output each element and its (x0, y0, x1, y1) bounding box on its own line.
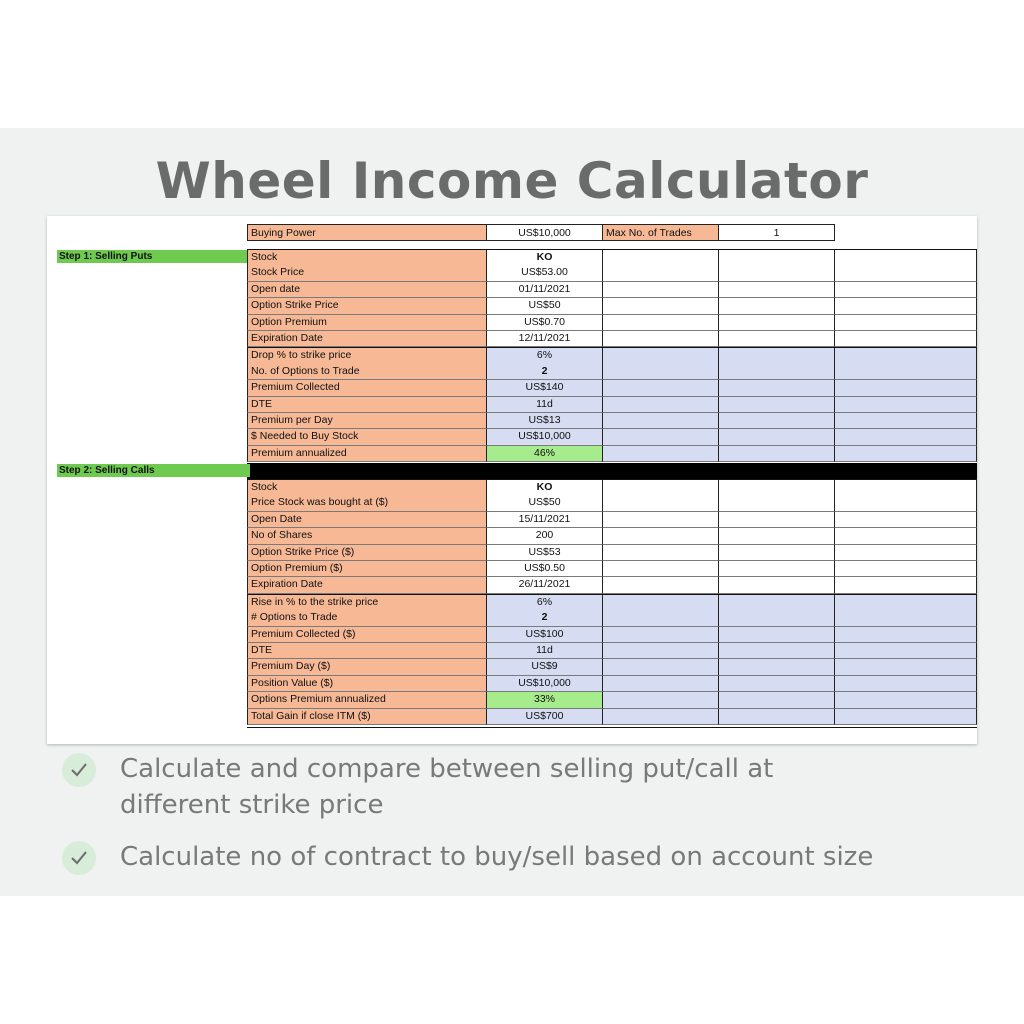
max-trades-label: Max No. of Trades (603, 224, 719, 241)
row-value[interactable]: US$53 (487, 545, 603, 561)
empty-cell[interactable] (719, 709, 835, 725)
empty-cell[interactable] (835, 265, 977, 281)
row-label: Expiration Date (247, 577, 487, 593)
empty-cell[interactable] (835, 429, 977, 445)
feature-1 (120, 751, 773, 823)
row-label: Option Premium ($) (247, 561, 487, 577)
table-row (247, 495, 977, 511)
empty-cell[interactable] (603, 397, 719, 413)
row-label: Drop % to strike price (247, 348, 487, 364)
empty-cell[interactable] (835, 627, 977, 643)
empty-cell[interactable] (835, 577, 977, 593)
table-row (247, 692, 977, 708)
table-row (247, 577, 977, 593)
row-value[interactable]: 2 (487, 364, 603, 380)
empty-cell[interactable] (603, 298, 719, 314)
empty-cell[interactable] (835, 659, 977, 675)
empty-cell[interactable] (835, 610, 977, 626)
table-row (247, 282, 977, 298)
empty-cell[interactable] (603, 561, 719, 577)
row-value[interactable]: 11d (487, 397, 603, 413)
empty-cell[interactable] (719, 610, 835, 626)
empty-cell[interactable] (835, 250, 977, 266)
empty-cell[interactable] (719, 348, 835, 364)
empty-cell[interactable] (835, 528, 977, 544)
empty-cell[interactable] (719, 315, 835, 331)
section-divider-bar (247, 463, 977, 479)
empty-cell[interactable] (719, 250, 835, 266)
row-value[interactable]: 33% (487, 692, 603, 708)
empty-cell[interactable] (603, 250, 719, 266)
empty-cell[interactable] (719, 380, 835, 396)
empty-cell[interactable] (603, 643, 719, 659)
empty-cell[interactable] (835, 480, 977, 496)
row-label: Premium Day ($) (247, 659, 487, 675)
empty-cell[interactable] (603, 676, 719, 692)
step2-label: Step 2: Selling Calls (57, 464, 250, 477)
empty-cell[interactable] (719, 480, 835, 496)
row-value[interactable]: 15/11/2021 (487, 512, 603, 528)
row-value[interactable]: US$10,000 (487, 429, 603, 445)
empty-cell[interactable] (719, 627, 835, 643)
empty-cell[interactable] (835, 495, 977, 511)
table-row (247, 446, 977, 462)
empty-cell[interactable] (835, 364, 977, 380)
table-row (247, 265, 977, 281)
table-row (247, 610, 977, 626)
row-value[interactable]: US$13 (487, 413, 603, 429)
table-row (247, 347, 977, 364)
row-label: Stock Price (247, 265, 487, 281)
empty-cell[interactable] (719, 265, 835, 281)
empty-cell[interactable] (719, 692, 835, 708)
empty-cell[interactable] (603, 692, 719, 708)
row-label: Stock (247, 480, 487, 496)
row-value[interactable]: US$53.00 (487, 265, 603, 281)
empty-cell[interactable] (835, 397, 977, 413)
check-icon (62, 841, 96, 875)
empty-cell[interactable] (719, 397, 835, 413)
row-value[interactable]: 01/11/2021 (487, 282, 603, 298)
row-label: Option Strike Price ($) (247, 545, 487, 561)
table-row (247, 676, 977, 692)
step1-label: Step 1: Selling Puts (57, 250, 250, 263)
row-label: Rise in % to the strike price (247, 595, 487, 611)
row-value[interactable]: 12/11/2021 (487, 331, 603, 347)
table-row (247, 709, 977, 725)
empty-cell[interactable] (835, 709, 977, 725)
empty-cell[interactable] (835, 676, 977, 692)
feature-1-line1: Calculate and compare between selling put/call at (120, 754, 774, 784)
empty-cell[interactable] (719, 659, 835, 675)
empty-cell[interactable] (719, 495, 835, 511)
empty-cell[interactable] (603, 315, 719, 331)
row-label: Open Date (247, 512, 487, 528)
table-row (247, 659, 977, 675)
row-label: Position Value ($) (247, 676, 487, 692)
empty-cell[interactable] (603, 413, 719, 429)
empty-cell[interactable] (603, 282, 719, 298)
row-label: Premium annualized (247, 446, 487, 462)
row-label: Premium Collected ($) (247, 627, 487, 643)
empty-cell[interactable] (719, 528, 835, 544)
header-row (247, 224, 835, 241)
empty-cell[interactable] (719, 446, 835, 462)
row-value[interactable]: 26/11/2021 (487, 577, 603, 593)
row-label: Open date (247, 282, 487, 298)
table-row (247, 479, 977, 496)
row-label: DTE (247, 397, 487, 413)
empty-cell[interactable] (835, 446, 977, 462)
empty-cell[interactable] (719, 331, 835, 347)
empty-cell[interactable] (603, 495, 719, 511)
table-row (247, 594, 977, 611)
table-row (247, 331, 977, 347)
row-value[interactable]: KO (487, 480, 603, 496)
empty-cell[interactable] (603, 446, 719, 462)
table-row (247, 364, 977, 380)
row-label: No of Shares (247, 528, 487, 544)
empty-cell[interactable] (603, 348, 719, 364)
row-value[interactable]: US$10,000 (487, 676, 603, 692)
table-row (247, 249, 977, 266)
empty-cell[interactable] (719, 643, 835, 659)
row-value[interactable]: 6% (487, 595, 603, 611)
empty-cell[interactable] (835, 561, 977, 577)
empty-cell[interactable] (835, 315, 977, 331)
empty-cell[interactable] (603, 265, 719, 281)
feature-1-line2: different strike price (120, 790, 384, 820)
page-title: Wheel Income Calculator (155, 152, 869, 210)
empty-cell[interactable] (603, 610, 719, 626)
row-value[interactable]: US$0.50 (487, 561, 603, 577)
row-label: Option Premium (247, 315, 487, 331)
table-row (247, 380, 977, 396)
row-value[interactable]: 46% (487, 446, 603, 462)
empty-cell[interactable] (835, 380, 977, 396)
empty-cell[interactable] (719, 545, 835, 561)
empty-cell[interactable] (835, 545, 977, 561)
empty-cell[interactable] (719, 413, 835, 429)
table-row (247, 298, 977, 314)
empty-cell[interactable] (719, 595, 835, 611)
row-value[interactable]: US$50 (487, 298, 603, 314)
table-row (247, 545, 977, 561)
row-label: No. of Options to Trade (247, 364, 487, 380)
row-label: Premium per Day (247, 413, 487, 429)
empty-cell[interactable] (719, 577, 835, 593)
row-value[interactable]: 11d (487, 643, 603, 659)
check-icon (62, 753, 96, 787)
row-value[interactable]: US$0.70 (487, 315, 603, 331)
row-label: Stock (247, 250, 487, 266)
row-label: Price Stock was bought at ($) (247, 495, 487, 511)
buying-power-label: Buying Power (247, 224, 487, 241)
empty-cell[interactable] (603, 364, 719, 380)
row-label: Total Gain if close ITM ($) (247, 709, 487, 725)
empty-cell[interactable] (603, 577, 719, 593)
empty-cell[interactable] (719, 298, 835, 314)
row-label: $ Needed to Buy Stock (247, 429, 487, 445)
empty-cell[interactable] (835, 692, 977, 708)
empty-cell[interactable] (603, 709, 719, 725)
empty-cell[interactable] (719, 676, 835, 692)
table-row (247, 397, 977, 413)
empty-cell[interactable] (603, 429, 719, 445)
empty-cell[interactable] (835, 643, 977, 659)
empty-cell[interactable] (835, 413, 977, 429)
row-label: Option Strike Price (247, 298, 487, 314)
empty-cell[interactable] (719, 561, 835, 577)
max-trades-value[interactable]: 1 (719, 224, 835, 241)
row-value[interactable]: US$9 (487, 659, 603, 675)
buying-power-value[interactable]: US$10,000 (487, 224, 603, 241)
row-value[interactable]: US$50 (487, 495, 603, 511)
row-label: Premium Collected (247, 380, 487, 396)
table-row (247, 643, 977, 659)
empty-cell[interactable] (603, 545, 719, 561)
row-value[interactable]: 200 (487, 528, 603, 544)
empty-cell[interactable] (835, 512, 977, 528)
row-label: # Options to Trade (247, 610, 487, 626)
empty-cell[interactable] (603, 659, 719, 675)
empty-cell[interactable] (835, 298, 977, 314)
empty-cell[interactable] (835, 348, 977, 364)
empty-cell[interactable] (835, 331, 977, 347)
table-row (247, 561, 977, 577)
table-row (247, 413, 977, 429)
empty-cell[interactable] (603, 595, 719, 611)
row-value[interactable]: 6% (487, 348, 603, 364)
empty-cell[interactable] (603, 380, 719, 396)
row-value[interactable]: US$100 (487, 627, 603, 643)
empty-cell[interactable] (603, 512, 719, 528)
empty-cell[interactable] (719, 282, 835, 298)
table-row (247, 627, 977, 643)
empty-cell[interactable] (719, 364, 835, 380)
empty-cell[interactable] (835, 595, 977, 611)
feature-2-line1: Calculate no of contract to buy/sell based on account size (120, 842, 874, 872)
row-value[interactable]: US$140 (487, 380, 603, 396)
row-value[interactable]: KO (487, 250, 603, 266)
row-value[interactable]: 2 (487, 610, 603, 626)
empty-cell[interactable] (603, 627, 719, 643)
table-row (247, 528, 977, 544)
empty-cell[interactable] (603, 331, 719, 347)
empty-cell[interactable] (603, 480, 719, 496)
empty-cell[interactable] (719, 512, 835, 528)
row-label: Expiration Date (247, 331, 487, 347)
empty-cell[interactable] (835, 282, 977, 298)
row-label: DTE (247, 643, 487, 659)
spreadsheet-preview (47, 216, 977, 744)
table-row (247, 512, 977, 528)
row-label: Options Premium annualized (247, 692, 487, 708)
empty-cell[interactable] (719, 429, 835, 445)
feature-2 (120, 839, 873, 875)
empty-cell[interactable] (603, 528, 719, 544)
table-row (247, 429, 977, 445)
table-row (247, 315, 977, 331)
row-value[interactable]: US$700 (487, 709, 603, 725)
